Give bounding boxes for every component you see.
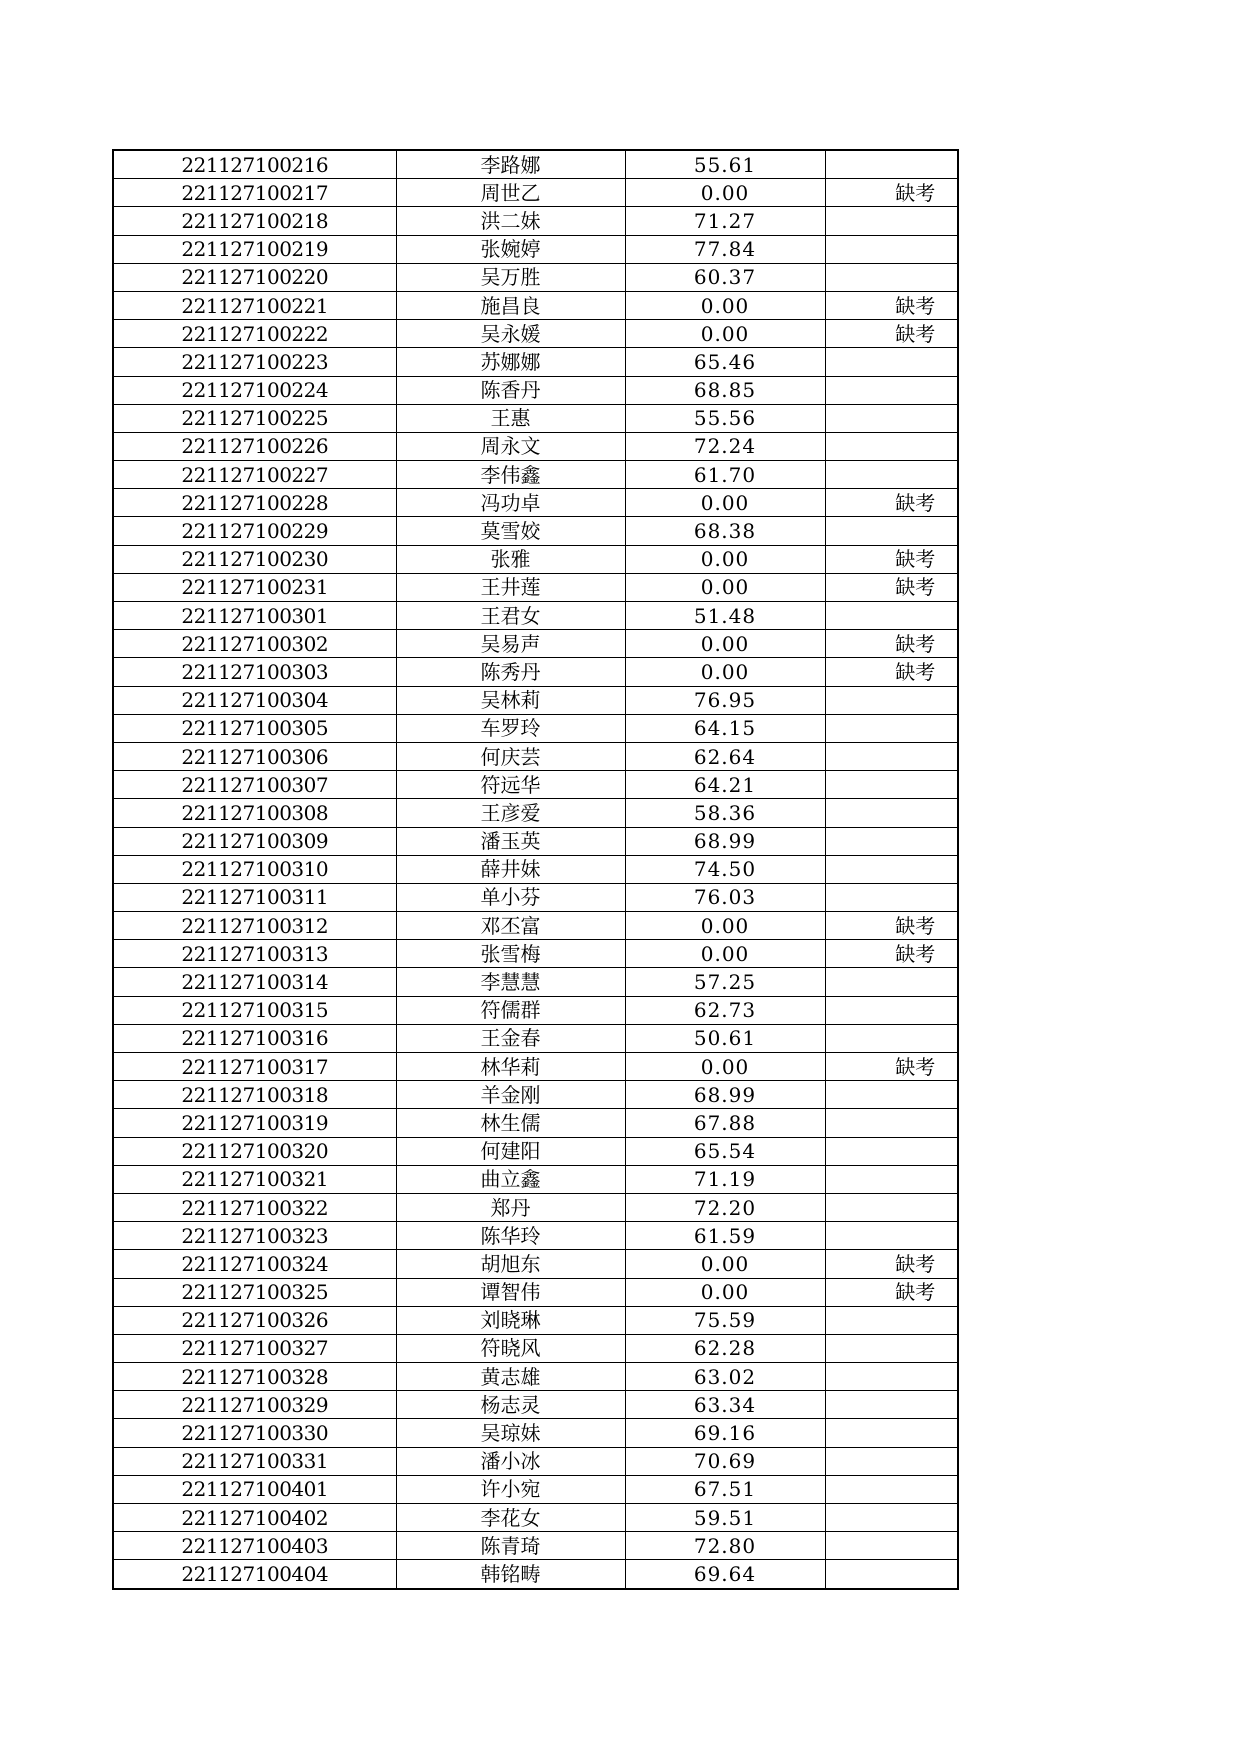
candidate-name-cell: 刘晓琳 — [396, 1306, 625, 1334]
score-cell: 60.37 — [625, 263, 825, 291]
score-cell: 0.00 — [625, 489, 825, 517]
table-row — [113, 1137, 958, 1165]
candidate-id-cell: 221127100226 — [113, 432, 396, 460]
score-cell: 76.95 — [625, 686, 825, 714]
table-row — [113, 1081, 958, 1109]
score-cell: 68.85 — [625, 376, 825, 404]
score-cell: 50.61 — [625, 1024, 825, 1052]
table-row — [113, 855, 958, 883]
table-row — [113, 1278, 958, 1306]
candidate-name-cell: 李花女 — [396, 1504, 625, 1532]
score-cell: 0.00 — [625, 912, 825, 940]
table-row — [113, 1250, 958, 1278]
candidate-name-cell: 李路娜 — [396, 150, 625, 179]
table-row — [113, 179, 958, 207]
table-row — [113, 1504, 958, 1532]
score-cell: 61.59 — [625, 1222, 825, 1250]
remark-cell — [825, 742, 958, 770]
candidate-name-cell: 王彦爱 — [396, 799, 625, 827]
candidate-name-cell: 洪二妹 — [396, 207, 625, 235]
results-table-body — [113, 150, 958, 1589]
remark-cell — [825, 883, 958, 911]
remark-cell — [825, 1165, 958, 1193]
remark-cell — [825, 714, 958, 742]
remark-cell — [825, 1334, 958, 1362]
score-cell: 65.54 — [625, 1137, 825, 1165]
table-row — [113, 658, 958, 686]
candidate-name-cell: 吴万胜 — [396, 263, 625, 291]
score-cell: 0.00 — [625, 1278, 825, 1306]
candidate-id-cell: 221127100307 — [113, 771, 396, 799]
candidate-id-cell: 221127100224 — [113, 376, 396, 404]
candidate-id-cell: 221127100220 — [113, 263, 396, 291]
remark-cell: 缺考 — [825, 320, 958, 348]
table-row — [113, 432, 958, 460]
candidate-id-cell: 221127100316 — [113, 1024, 396, 1052]
table-row — [113, 1560, 958, 1589]
candidate-id-cell: 221127100331 — [113, 1447, 396, 1475]
candidate-id-cell: 221127100216 — [113, 150, 396, 179]
candidate-name-cell: 黄志雄 — [396, 1363, 625, 1391]
remark-cell — [825, 799, 958, 827]
score-cell: 57.25 — [625, 968, 825, 996]
table-row — [113, 630, 958, 658]
remark-cell: 缺考 — [825, 573, 958, 601]
remark-cell — [825, 150, 958, 179]
table-row — [113, 263, 958, 291]
table-row — [113, 1363, 958, 1391]
remark-cell — [825, 1504, 958, 1532]
score-cell: 62.28 — [625, 1334, 825, 1362]
candidate-name-cell: 胡旭东 — [396, 1250, 625, 1278]
score-cell: 75.59 — [625, 1306, 825, 1334]
score-cell: 55.56 — [625, 404, 825, 432]
candidate-name-cell: 周永文 — [396, 432, 625, 460]
score-cell: 65.46 — [625, 348, 825, 376]
remark-cell — [825, 602, 958, 630]
candidate-id-cell: 221127100221 — [113, 291, 396, 319]
candidate-id-cell: 221127100305 — [113, 714, 396, 742]
remark-cell — [825, 1024, 958, 1052]
candidate-name-cell: 杨志灵 — [396, 1391, 625, 1419]
table-row — [113, 348, 958, 376]
remark-cell — [825, 1081, 958, 1109]
remark-cell — [825, 1391, 958, 1419]
score-cell: 62.64 — [625, 742, 825, 770]
candidate-id-cell: 221127100318 — [113, 1081, 396, 1109]
candidate-name-cell: 李慧慧 — [396, 968, 625, 996]
candidate-name-cell: 冯功卓 — [396, 489, 625, 517]
candidate-id-cell: 221127100228 — [113, 489, 396, 517]
table-row — [113, 1334, 958, 1362]
remark-cell: 缺考 — [825, 489, 958, 517]
remark-cell — [825, 1560, 958, 1589]
table-row — [113, 376, 958, 404]
score-cell: 68.38 — [625, 517, 825, 545]
table-row — [113, 1053, 958, 1081]
score-cell: 62.73 — [625, 996, 825, 1024]
score-cell: 67.51 — [625, 1475, 825, 1503]
table-row — [113, 940, 958, 968]
table-row — [113, 1024, 958, 1052]
candidate-name-cell: 韩铭畴 — [396, 1560, 625, 1589]
candidate-name-cell: 莫雪姣 — [396, 517, 625, 545]
remark-cell — [825, 1222, 958, 1250]
candidate-name-cell: 王井莲 — [396, 573, 625, 601]
candidate-id-cell: 221127100314 — [113, 968, 396, 996]
score-cell: 0.00 — [625, 320, 825, 348]
candidate-name-cell: 吴林莉 — [396, 686, 625, 714]
score-cell: 77.84 — [625, 235, 825, 263]
candidate-name-cell: 潘玉英 — [396, 827, 625, 855]
table-row — [113, 827, 958, 855]
candidate-name-cell: 吴琼妹 — [396, 1419, 625, 1447]
table-row — [113, 291, 958, 319]
candidate-name-cell: 张婉婷 — [396, 235, 625, 263]
candidate-id-cell: 221127100317 — [113, 1053, 396, 1081]
table-row — [113, 320, 958, 348]
table-row — [113, 1193, 958, 1221]
table-row — [113, 968, 958, 996]
table-row — [113, 742, 958, 770]
candidate-id-cell: 221127100311 — [113, 883, 396, 911]
candidate-id-cell: 221127100401 — [113, 1475, 396, 1503]
remark-cell: 缺考 — [825, 179, 958, 207]
candidate-id-cell: 221127100222 — [113, 320, 396, 348]
table-row — [113, 771, 958, 799]
remark-cell — [825, 263, 958, 291]
candidate-id-cell: 221127100322 — [113, 1193, 396, 1221]
score-cell: 76.03 — [625, 883, 825, 911]
score-cell: 51.48 — [625, 602, 825, 630]
candidate-name-cell: 郑丹 — [396, 1193, 625, 1221]
candidate-id-cell: 221127100404 — [113, 1560, 396, 1589]
remark-cell — [825, 1193, 958, 1221]
remark-cell: 缺考 — [825, 912, 958, 940]
score-cell: 0.00 — [625, 1250, 825, 1278]
candidate-id-cell: 221127100324 — [113, 1250, 396, 1278]
remark-cell — [825, 1475, 958, 1503]
score-cell: 55.61 — [625, 150, 825, 179]
candidate-id-cell: 221127100323 — [113, 1222, 396, 1250]
score-cell: 72.24 — [625, 432, 825, 460]
candidate-id-cell: 221127100310 — [113, 855, 396, 883]
score-cell: 64.21 — [625, 771, 825, 799]
candidate-name-cell: 何建阳 — [396, 1137, 625, 1165]
table-row — [113, 573, 958, 601]
table-row — [113, 235, 958, 263]
candidate-id-cell: 221127100231 — [113, 573, 396, 601]
candidate-id-cell: 221127100315 — [113, 996, 396, 1024]
remark-cell: 缺考 — [825, 658, 958, 686]
score-cell: 58.36 — [625, 799, 825, 827]
table-row — [113, 1306, 958, 1334]
table-row — [113, 1391, 958, 1419]
remark-cell — [825, 517, 958, 545]
candidate-name-cell: 施昌良 — [396, 291, 625, 319]
candidate-name-cell: 何庆芸 — [396, 742, 625, 770]
candidate-id-cell: 221127100230 — [113, 545, 396, 573]
candidate-name-cell: 林华莉 — [396, 1053, 625, 1081]
remark-cell — [825, 432, 958, 460]
remark-cell — [825, 404, 958, 432]
candidate-id-cell: 221127100308 — [113, 799, 396, 827]
candidate-id-cell: 221127100312 — [113, 912, 396, 940]
remark-cell — [825, 996, 958, 1024]
remark-cell — [825, 827, 958, 855]
candidate-id-cell: 221127100304 — [113, 686, 396, 714]
candidate-name-cell: 陈秀丹 — [396, 658, 625, 686]
candidate-name-cell: 王君女 — [396, 602, 625, 630]
table-row — [113, 150, 958, 179]
candidate-name-cell: 陈华玲 — [396, 1222, 625, 1250]
remark-cell — [825, 1306, 958, 1334]
candidate-id-cell: 221127100219 — [113, 235, 396, 263]
candidate-name-cell: 谭智伟 — [396, 1278, 625, 1306]
candidate-name-cell: 单小芬 — [396, 883, 625, 911]
table-row — [113, 883, 958, 911]
score-cell: 0.00 — [625, 658, 825, 686]
candidate-id-cell: 221127100402 — [113, 1504, 396, 1532]
candidate-id-cell: 221127100302 — [113, 630, 396, 658]
score-cell: 61.70 — [625, 461, 825, 489]
table-row — [113, 545, 958, 573]
remark-cell: 缺考 — [825, 545, 958, 573]
table-row — [113, 489, 958, 517]
remark-cell: 缺考 — [825, 1053, 958, 1081]
candidate-name-cell: 苏娜娜 — [396, 348, 625, 376]
candidate-id-cell: 221127100320 — [113, 1137, 396, 1165]
table-row — [113, 1532, 958, 1560]
table-row — [113, 686, 958, 714]
score-cell: 69.64 — [625, 1560, 825, 1589]
table-row — [113, 1222, 958, 1250]
results-table — [112, 149, 959, 1590]
score-cell: 59.51 — [625, 1504, 825, 1532]
score-cell: 69.16 — [625, 1419, 825, 1447]
candidate-id-cell: 221127100329 — [113, 1391, 396, 1419]
candidate-name-cell: 陈香丹 — [396, 376, 625, 404]
candidate-id-cell: 221127100229 — [113, 517, 396, 545]
candidate-name-cell: 符晓风 — [396, 1334, 625, 1362]
candidate-name-cell: 陈青琦 — [396, 1532, 625, 1560]
candidate-id-cell: 221127100217 — [113, 179, 396, 207]
candidate-id-cell: 221127100301 — [113, 602, 396, 630]
candidate-name-cell: 车罗玲 — [396, 714, 625, 742]
candidate-name-cell: 薛井妹 — [396, 855, 625, 883]
table-row — [113, 1475, 958, 1503]
candidate-id-cell: 221127100403 — [113, 1532, 396, 1560]
candidate-name-cell: 周世乙 — [396, 179, 625, 207]
table-row — [113, 1447, 958, 1475]
remark-cell: 缺考 — [825, 630, 958, 658]
candidate-name-cell: 王金春 — [396, 1024, 625, 1052]
remark-cell: 缺考 — [825, 940, 958, 968]
table-row — [113, 1109, 958, 1137]
candidate-name-cell: 王惠 — [396, 404, 625, 432]
remark-cell — [825, 968, 958, 996]
candidate-id-cell: 221127100321 — [113, 1165, 396, 1193]
candidate-id-cell: 221127100225 — [113, 404, 396, 432]
candidate-name-cell: 符儒群 — [396, 996, 625, 1024]
score-cell: 70.69 — [625, 1447, 825, 1475]
candidate-name-cell: 张雪梅 — [396, 940, 625, 968]
score-cell: 0.00 — [625, 545, 825, 573]
score-cell: 0.00 — [625, 291, 825, 319]
candidate-name-cell: 林生儒 — [396, 1109, 625, 1137]
table-row — [113, 1419, 958, 1447]
remark-cell — [825, 771, 958, 799]
score-cell: 0.00 — [625, 940, 825, 968]
candidate-name-cell: 吴易声 — [396, 630, 625, 658]
candidate-name-cell: 符远华 — [396, 771, 625, 799]
candidate-name-cell: 潘小冰 — [396, 1447, 625, 1475]
score-cell: 0.00 — [625, 630, 825, 658]
score-cell: 72.20 — [625, 1193, 825, 1221]
candidate-id-cell: 221127100313 — [113, 940, 396, 968]
candidate-id-cell: 221127100227 — [113, 461, 396, 489]
remark-cell — [825, 376, 958, 404]
candidate-id-cell: 221127100218 — [113, 207, 396, 235]
candidate-id-cell: 221127100328 — [113, 1363, 396, 1391]
table-row — [113, 207, 958, 235]
candidate-name-cell: 羊金刚 — [396, 1081, 625, 1109]
candidate-id-cell: 221127100330 — [113, 1419, 396, 1447]
score-cell: 67.88 — [625, 1109, 825, 1137]
table-row — [113, 799, 958, 827]
remark-cell — [825, 1363, 958, 1391]
table-row — [113, 602, 958, 630]
table-row — [113, 461, 958, 489]
table-row — [113, 714, 958, 742]
candidate-id-cell: 221127100326 — [113, 1306, 396, 1334]
candidate-name-cell: 张雅 — [396, 545, 625, 573]
score-cell: 71.27 — [625, 207, 825, 235]
score-cell: 68.99 — [625, 827, 825, 855]
table-row — [113, 912, 958, 940]
table-row — [113, 996, 958, 1024]
candidate-id-cell: 221127100303 — [113, 658, 396, 686]
candidate-name-cell: 吴永媛 — [396, 320, 625, 348]
score-cell: 0.00 — [625, 179, 825, 207]
remark-cell — [825, 461, 958, 489]
table-row — [113, 517, 958, 545]
score-cell: 64.15 — [625, 714, 825, 742]
remark-cell — [825, 207, 958, 235]
score-cell: 68.99 — [625, 1081, 825, 1109]
score-cell: 63.02 — [625, 1363, 825, 1391]
remark-cell: 缺考 — [825, 291, 958, 319]
score-cell: 74.50 — [625, 855, 825, 883]
score-cell: 71.19 — [625, 1165, 825, 1193]
remark-cell — [825, 686, 958, 714]
remark-cell — [825, 1532, 958, 1560]
score-cell: 0.00 — [625, 1053, 825, 1081]
candidate-id-cell: 221127100327 — [113, 1334, 396, 1362]
remark-cell: 缺考 — [825, 1278, 958, 1306]
remark-cell — [825, 348, 958, 376]
score-cell: 63.34 — [625, 1391, 825, 1419]
table-row — [113, 404, 958, 432]
remark-cell — [825, 1447, 958, 1475]
candidate-id-cell: 221127100319 — [113, 1109, 396, 1137]
remark-cell — [825, 235, 958, 263]
candidate-name-cell: 曲立鑫 — [396, 1165, 625, 1193]
candidate-name-cell: 李伟鑫 — [396, 461, 625, 489]
remark-cell — [825, 1137, 958, 1165]
remark-cell — [825, 855, 958, 883]
candidate-name-cell: 邓丕富 — [396, 912, 625, 940]
remark-cell — [825, 1109, 958, 1137]
candidate-id-cell: 221127100306 — [113, 742, 396, 770]
remark-cell — [825, 1419, 958, 1447]
table-row — [113, 1165, 958, 1193]
candidate-name-cell: 许小宛 — [396, 1475, 625, 1503]
score-cell: 72.80 — [625, 1532, 825, 1560]
candidate-id-cell: 221127100309 — [113, 827, 396, 855]
candidate-id-cell: 221127100325 — [113, 1278, 396, 1306]
score-cell: 0.00 — [625, 573, 825, 601]
candidate-id-cell: 221127100223 — [113, 348, 396, 376]
remark-cell: 缺考 — [825, 1250, 958, 1278]
